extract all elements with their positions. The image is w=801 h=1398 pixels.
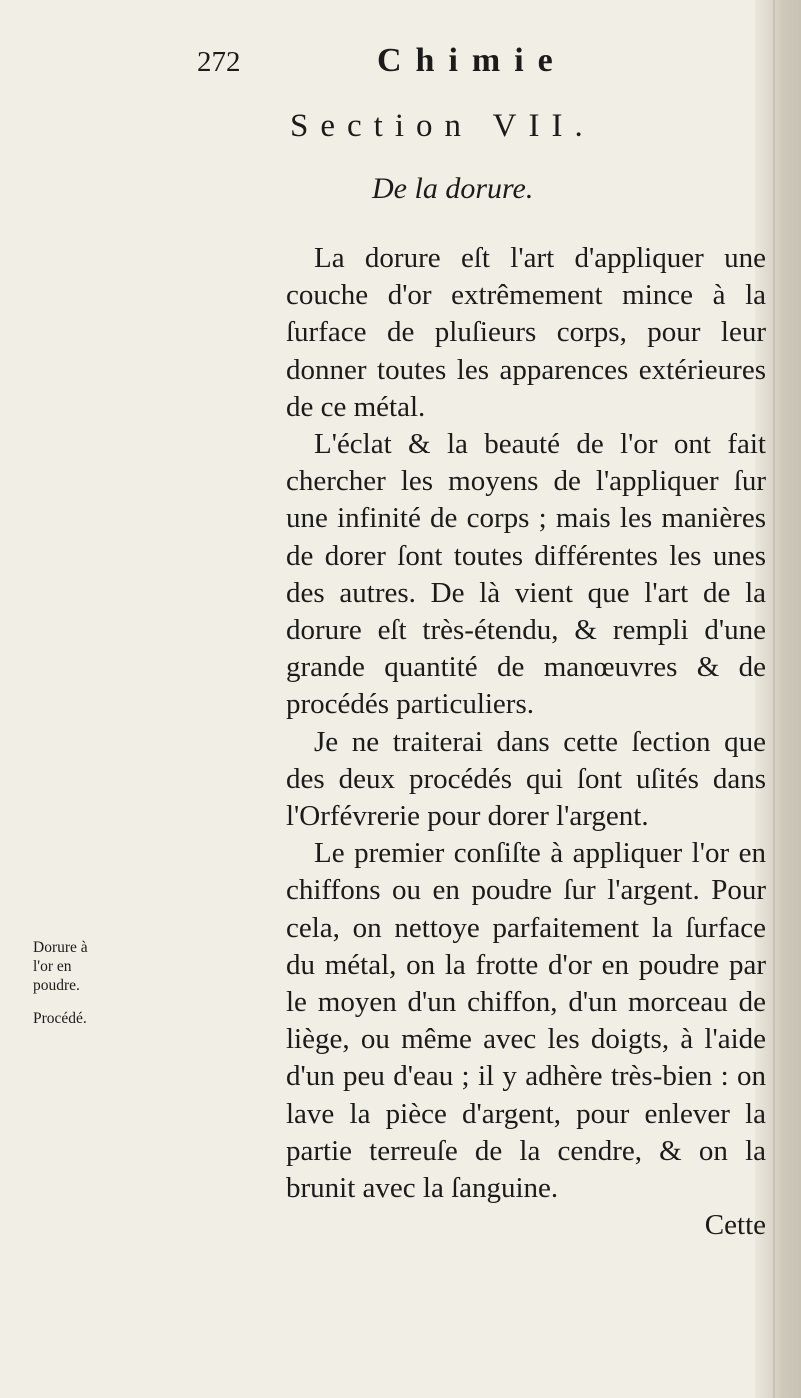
margin-note-procede: Procédé. [33,1010,87,1027]
page-number: 272 [197,46,241,78]
running-head: Chimie [377,42,567,79]
paragraph: L'éclat & la beauté de l'or ont fait chercher les moyens de l'appliquer ſur une infinité de corps ; mais les manières de dorer ſont toutes différentes les unes des autres. De là vient que l'art de la dorure eſt très-étendu, & rempli d'une grande quantité de manœuvres & de procédés particuliers. [286,428,766,721]
margin-notes [33,938,105,1028]
catchword: Cette [704,1209,766,1242]
paragraph: Le premier conſiſte à appliquer l'or en chiffons ou en poudre ſur l'argent. Pour cela, on nettoye parfaitement la ſurface du métal, on la frotte d'or en poudre par le moyen d'un chiffon, d'un morceau de liège, ou même avec les doigts, à l'aide d'un peu d'eau ; il y adhère très-bien : on lave la pièce d'argent, pour enlever la partie terreuſe de la cendre, & on la brunit avec la ſanguine. [286,837,766,1205]
body-text [286,240,766,1244]
section-heading: Section VII. [290,108,595,144]
paragraph: La dorure eſt l'art d'appliquer une couche d'or extrêmement mince à la ſurface de pluſieurs corps, pour leur donner toutes les apparences extérieures de ce métal. [286,242,766,423]
margin-note-dorure: Dorure à l'or en poudre. [33,939,88,994]
paragraph: Je ne traiterai dans cette ſection que des deux procédés qui ſont uſités dans l'Orfévrerie pour dorer l'argent. [286,725,766,833]
section-subtitle: De la dorure. [372,172,534,205]
